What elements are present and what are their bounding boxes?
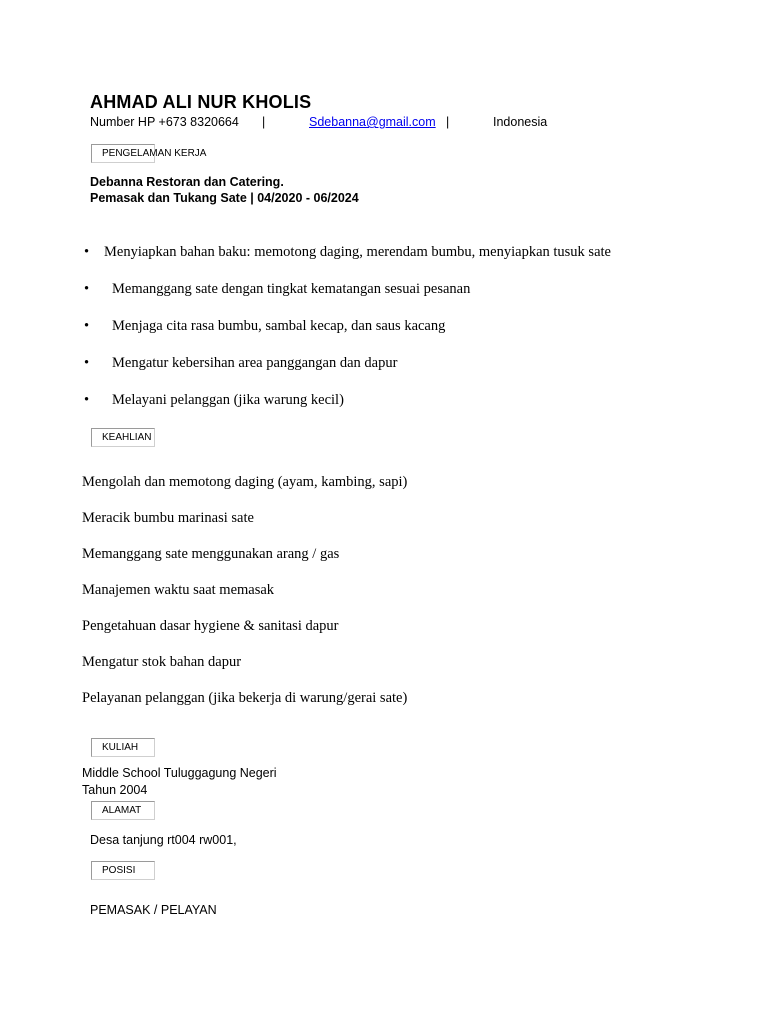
skill-item: Manajemen waktu saat memasak xyxy=(82,582,275,598)
list-item-text: Mengatur kebersihan area panggangan dan dapur xyxy=(112,355,398,371)
job-role-period: Pemasak dan Tukang Sate | 04/2020 - 06/2024 xyxy=(90,191,359,205)
applicant-name: AHMAD ALI NUR KHOLIS xyxy=(90,92,312,112)
bullet-icon: • xyxy=(84,355,90,371)
bullet-icon: • xyxy=(84,244,90,260)
bullet-icon: • xyxy=(84,392,90,408)
skill-item: Pelayanan pelanggan (jika bekerja di warung/gerai sate) xyxy=(82,690,408,706)
bullet-icon: • xyxy=(84,318,90,334)
email-link[interactable]: Sdebanna@gmail.com xyxy=(309,115,436,129)
school-year: Tahun 2004 xyxy=(82,783,148,797)
section-heading-address: ALAMAT xyxy=(91,801,155,820)
list-item xyxy=(84,244,611,261)
list-item-text: Memanggang sate dengan tingkat kematangan sesuai pesanan xyxy=(112,281,471,297)
list-item xyxy=(84,281,470,298)
list-item-text: Melayani pelanggan (jika warung kecil) xyxy=(112,392,344,408)
phone-number: Number HP +673 8320664 xyxy=(90,115,239,129)
section-heading-position: POSISI xyxy=(91,861,155,880)
position-value: PEMASAK / PELAYAN xyxy=(90,903,217,917)
skill-item: Pengetahuan dasar hygiene & sanitasi dapur xyxy=(82,618,339,634)
company-name: Debanna Restoran dan Catering. xyxy=(90,175,284,189)
skill-item: Mengolah dan memotong daging (ayam, kambing, sapi) xyxy=(82,474,408,490)
school-name: Middle School Tuluggagung Negeri xyxy=(82,766,277,780)
contact-separator: | xyxy=(446,115,450,129)
list-item-text: Menyiapkan bahan baku: memotong daging, merendam bumbu, menyiapkan tusuk sate xyxy=(104,244,611,260)
section-heading-skills: KEAHLIAN xyxy=(91,428,155,447)
section-heading-education: KULIAH xyxy=(91,738,155,757)
list-item xyxy=(84,318,445,335)
list-item xyxy=(84,355,397,372)
section-heading-experience: PENGELAMAN KERJA xyxy=(91,144,155,163)
skill-item: Mengatur stok bahan dapur xyxy=(82,654,242,670)
country: Indonesia xyxy=(493,115,548,129)
skill-item: Memanggang sate menggunakan arang / gas xyxy=(82,546,340,562)
contact-separator: | xyxy=(262,115,266,129)
skill-item: Meracik bumbu marinasi sate xyxy=(82,510,254,526)
list-item xyxy=(84,392,344,409)
address-value: Desa tanjung rt004 rw001, xyxy=(90,833,237,847)
bullet-icon: • xyxy=(84,281,90,297)
list-item-text: Menjaga cita rasa bumbu, sambal kecap, dan saus kacang xyxy=(112,318,446,334)
